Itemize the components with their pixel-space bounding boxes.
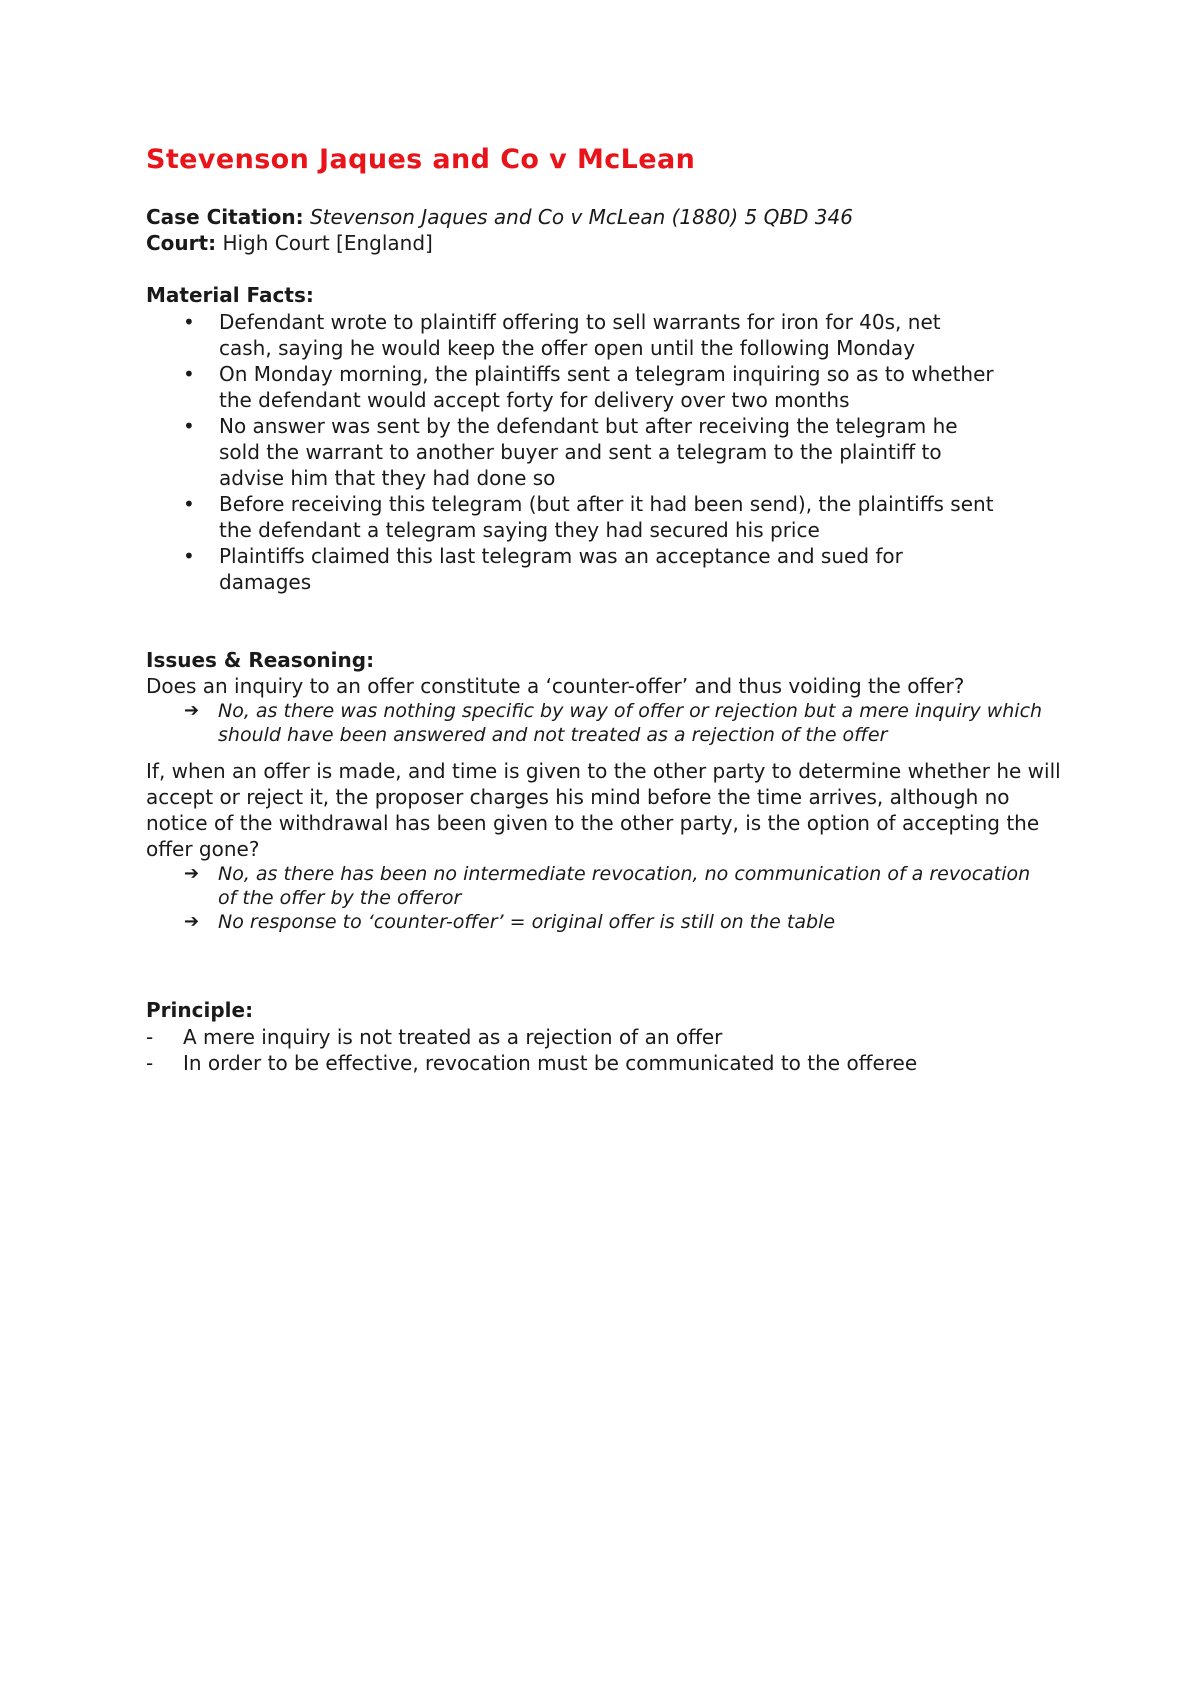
list-item <box>146 1050 917 1076</box>
answer-text: No, as there has been no intermediate revocation, no communication of a revocation of the offer by the offeror <box>218 863 1031 909</box>
issue-2-answer-2 <box>184 910 1044 934</box>
citation-value: Stevenson Jaques and Co v McLean (1880) 5 QBD 346 <box>309 205 853 229</box>
court-line <box>146 230 433 256</box>
list-item <box>146 491 999 543</box>
fact-text: On Monday morning, the plaintiffs sent a telegram inquiring so as to whether the defendant would accept forty for delivery over two months <box>219 362 994 412</box>
issue-2-answer-1 <box>184 862 1044 910</box>
list-item <box>146 361 999 413</box>
fact-text: Plaintiffs claimed this last telegram was an acceptance and sued for damages <box>219 544 903 594</box>
principle-text: A mere inquiry is not treated as a rejection of an offer <box>183 1025 723 1049</box>
arrow-right-icon: ➔ <box>184 700 200 721</box>
bullet-icon: • <box>183 362 195 386</box>
material-facts-heading: Material Facts: <box>146 283 314 307</box>
arrow-right-icon: ➔ <box>184 911 200 932</box>
principle-text: In order to be effective, revocation must be communicated to the offeree <box>183 1051 918 1075</box>
fact-text: No answer was sent by the defendant but after receiving the telegram he sold the warrant to another buyer and sent a telegram to the plaintiff to advise him that they had done so <box>219 414 958 490</box>
list-item <box>146 543 999 595</box>
court-label: Court: <box>146 231 217 255</box>
arrow-right-icon: ➔ <box>184 863 200 884</box>
dash-icon: - <box>146 1025 154 1049</box>
citation-label: Case Citation: <box>146 205 304 229</box>
principle-heading: Principle: <box>146 998 254 1022</box>
case-citation-line <box>146 204 853 230</box>
case-title: Stevenson Jaques and Co v McLean <box>146 144 696 175</box>
list-item <box>146 1024 917 1050</box>
fact-text: Before receiving this telegram (but after it had been send), the plaintiffs sent the defendant a telegram saying they had secured his price <box>219 492 994 542</box>
bullet-icon: • <box>183 310 195 334</box>
issue-1-answer <box>184 699 1044 747</box>
issue-2-question: If, when an offer is made, and time is given to the other party to determine whether he will accept or reject it, the proposer charges his mind before the time arrives, although no notice of the withdrawal has been given to the other party, is the option of accepting the offer gone? <box>146 759 1061 861</box>
bullet-icon: • <box>183 492 195 516</box>
issues-heading: Issues & Reasoning: <box>146 648 375 672</box>
dash-icon: - <box>146 1051 154 1075</box>
list-item <box>146 309 999 361</box>
principles-list <box>146 1024 917 1076</box>
answer-text: No response to ‘counter-offer’ = original offer is still on the table <box>218 911 836 933</box>
material-facts-list <box>146 309 1076 595</box>
court-value: High Court [England] <box>222 231 433 255</box>
list-item <box>146 413 999 491</box>
issue-1-question: Does an inquiry to an offer constitute a ‘counter-offer’ and thus voiding the offer? <box>146 674 965 698</box>
bullet-icon: • <box>183 544 195 568</box>
fact-text: Defendant wrote to plaintiff offering to sell warrants for iron for 40s, net cash, saying he would keep the offer open until the following Monday <box>219 310 941 360</box>
bullet-icon: • <box>183 414 195 438</box>
answer-text: No, as there was nothing specific by way of offer or rejection but a mere inquiry which should have been answered and not treated as a rejection of the offer <box>218 700 1043 746</box>
